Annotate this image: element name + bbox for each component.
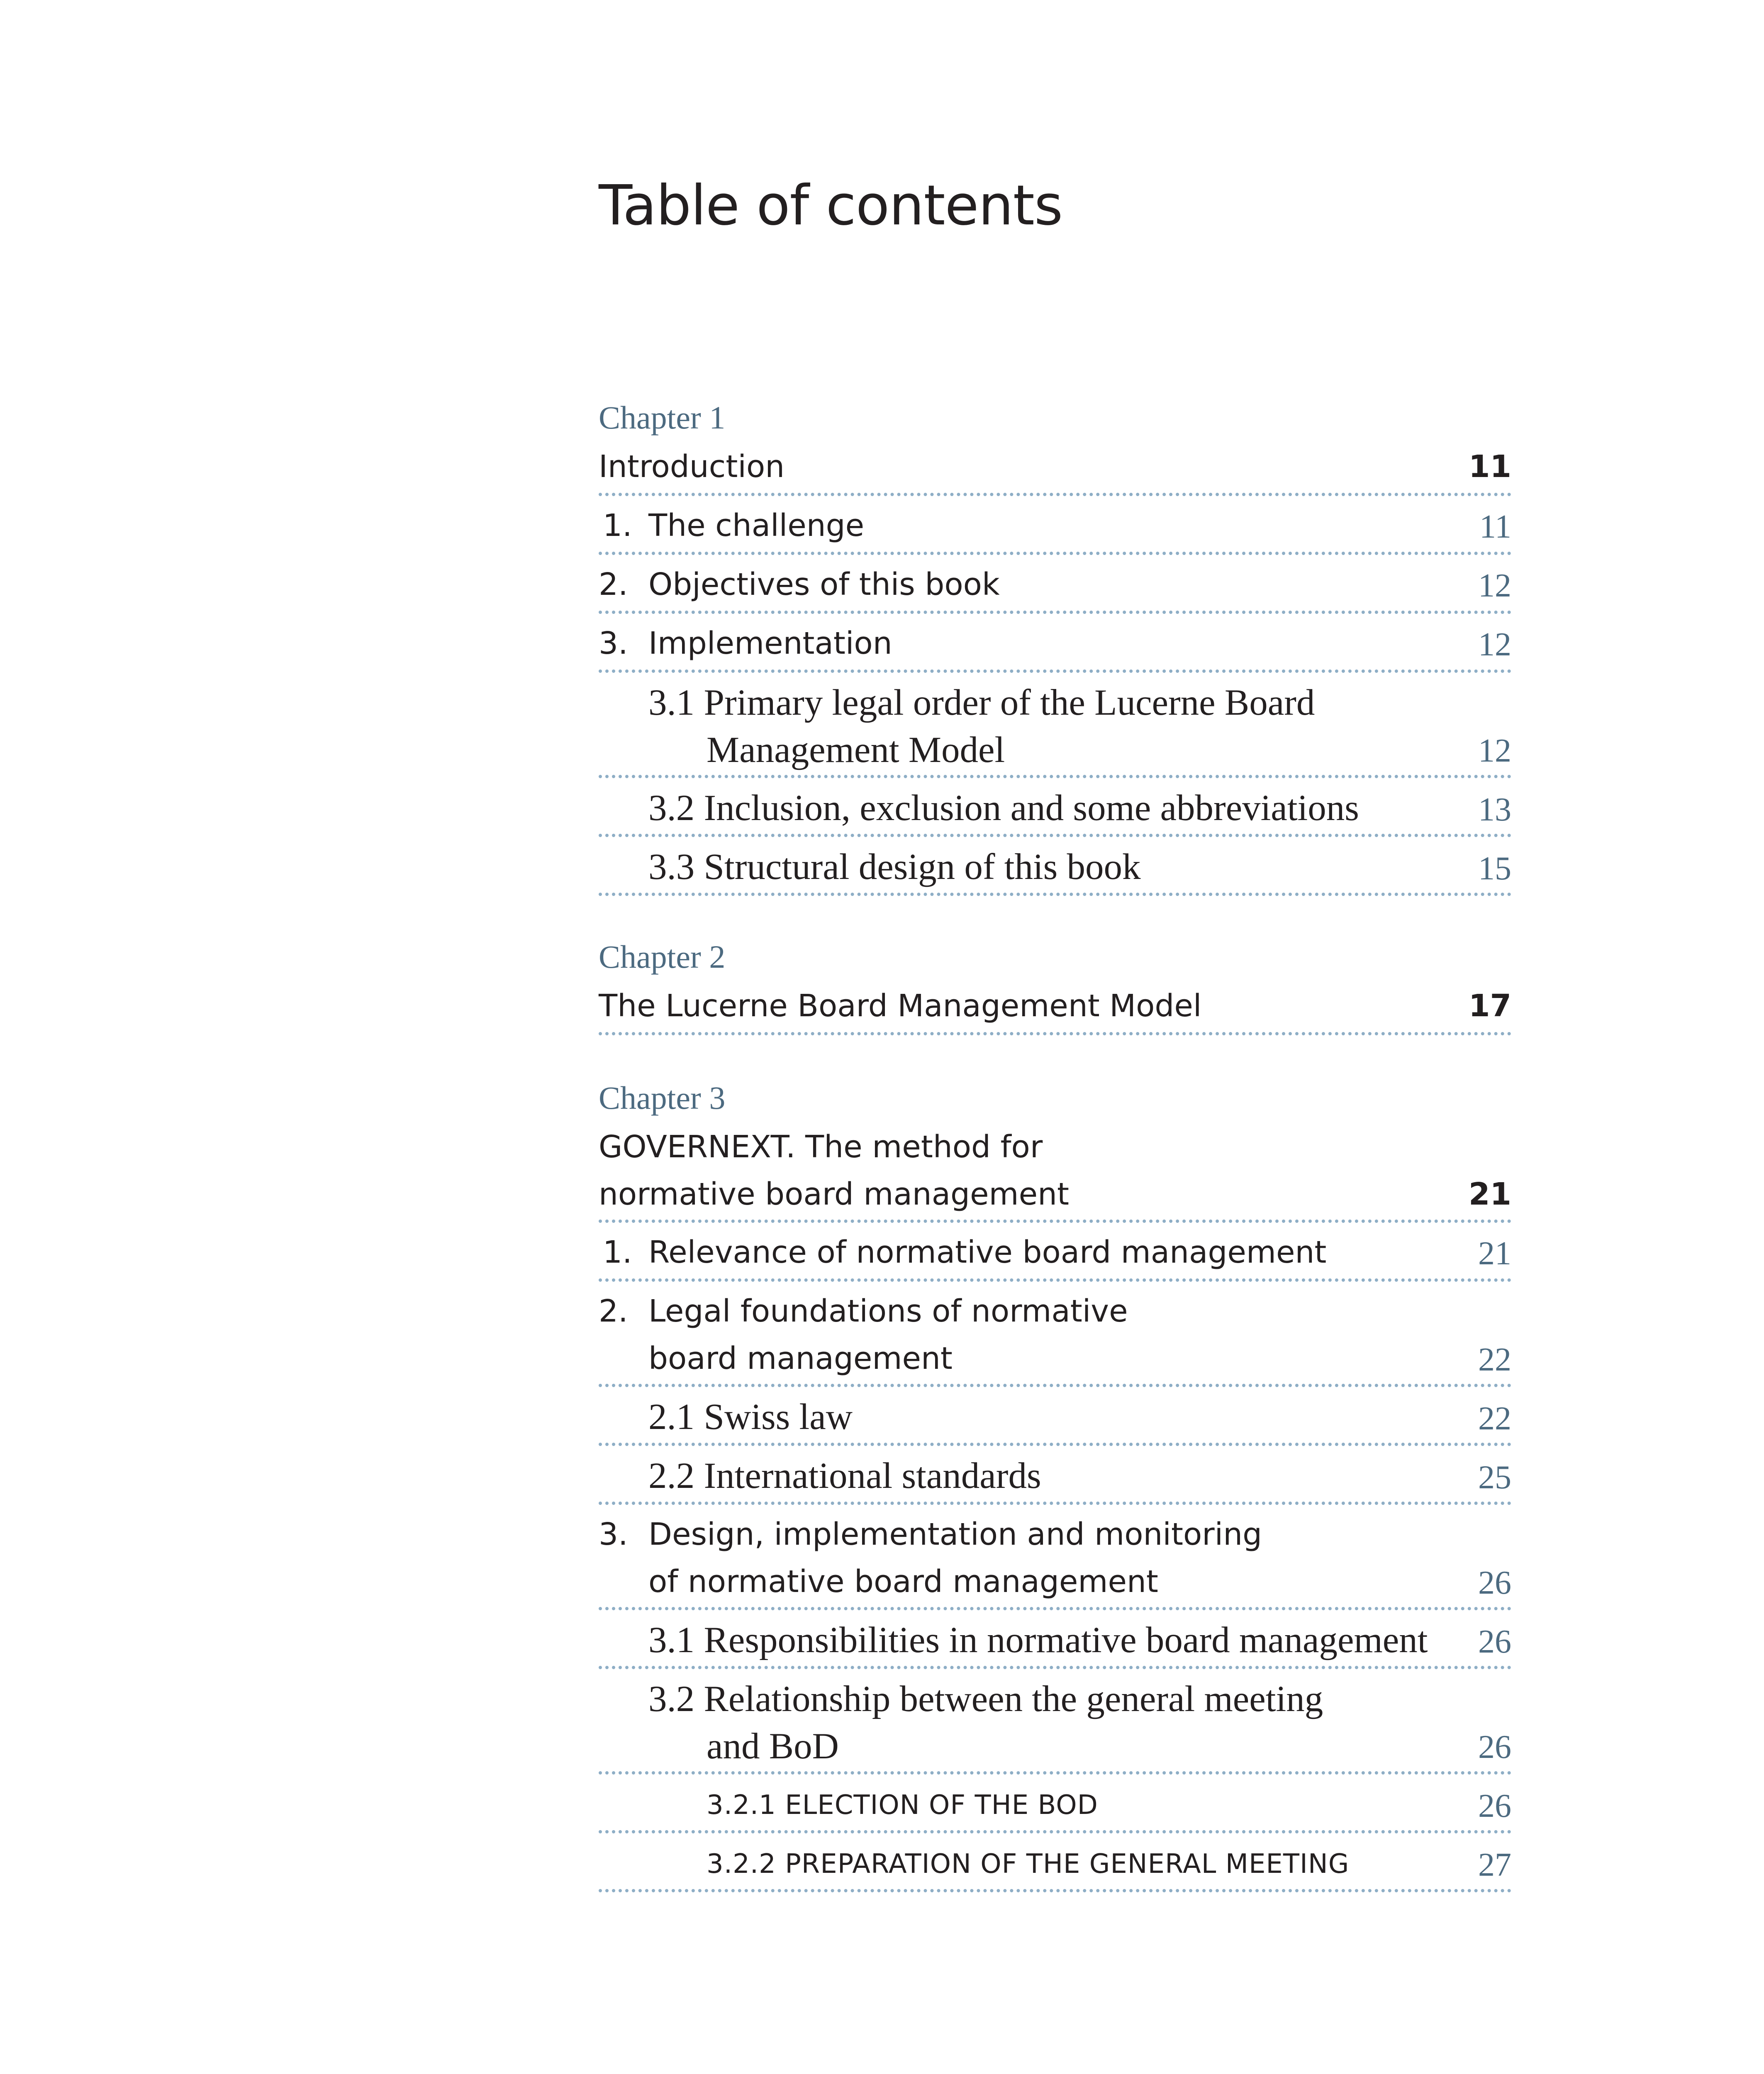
toc-entry[interactable] [599,1781,1511,1833]
page-ref: 12 [1478,733,1511,769]
page-ref: 22 [1478,1400,1511,1437]
entry-title: The challenge [648,508,865,543]
chapter-title-continued: normative board management [599,1176,1070,1212]
entry-title: Objectives of this book [648,567,1000,602]
entry-title: 2.2 International standards [648,1456,1041,1496]
page-ref: 17 [1469,988,1511,1024]
toc-entry[interactable] [599,1512,1511,1610]
toc-entry[interactable] [599,1229,1511,1282]
chapter-title: Introduction [599,449,785,484]
page-ref: 26 [1478,1624,1511,1660]
page-ref: 27 [1478,1847,1511,1883]
toc-entry[interactable] [599,1394,1511,1446]
toc-entry[interactable] [599,1676,1511,1775]
page-ref: 13 [1478,791,1511,828]
toc-entry[interactable] [599,503,1511,555]
toc-chapter-heading[interactable] [599,444,1511,496]
entry-title: 3.2.1 ELECTION OF THE BOD [707,1790,1098,1821]
toc-entry[interactable] [599,562,1511,614]
entry-title: 3.1 Responsibilities in normative board management [648,1620,1428,1660]
entry-number: 1. [603,508,632,543]
entry-title: 3.2 Inclusion, exclusion and some abbreviations [648,788,1359,828]
chapter-title: GOVERNEXT. The method for [599,1129,1043,1165]
page-ref: 22 [1478,1341,1511,1378]
toc-chapter-heading[interactable] [599,983,1511,1035]
entry-title: Relevance of normative board management [648,1234,1327,1270]
page-title: Table of contents [599,174,1063,238]
entry-number: 1. [603,1234,632,1270]
entry-title: 3.2.2 PREPARATION OF THE GENERAL MEETING [707,1849,1350,1879]
toc-entry[interactable] [599,1453,1511,1505]
entry-title: Legal foundations of normative [648,1293,1128,1329]
entry-title-continued: board management [648,1341,953,1376]
entry-title: Implementation [648,626,892,661]
entry-title: 3.3 Structural design of this book [648,847,1141,887]
page-ref: 21 [1478,1235,1511,1272]
chapter-label: Chapter 3 [599,1080,726,1116]
page-ref: 21 [1469,1176,1511,1212]
entry-title-continued: of normative board management [648,1564,1158,1599]
page-ref: 15 [1478,850,1511,887]
entry-title: 3.1 Primary legal order of the Lucerne Board [648,682,1315,723]
toc-entry[interactable] [599,621,1511,673]
toc-entry[interactable] [599,1288,1511,1387]
entry-title-continued: Management Model [707,730,1005,770]
toc-entry[interactable] [599,785,1511,837]
page-ref: 25 [1478,1459,1511,1496]
page-ref: 11 [1469,449,1511,484]
entry-title-continued: and BoD [707,1726,839,1767]
entry-title: Design, implementation and monitoring [648,1517,1262,1552]
entry-number: 2. [599,567,628,602]
page-ref: 11 [1479,509,1511,545]
page-ref: 26 [1478,1729,1511,1765]
entry-title: 2.1 Swiss law [648,1397,853,1437]
chapter-title: The Lucerne Board Management Model [599,988,1202,1024]
page-ref: 12 [1478,626,1511,663]
entry-number: 2. [599,1293,628,1329]
chapter-label: Chapter 1 [599,399,726,436]
toc-entry[interactable] [599,1840,1511,1892]
page-ref: 26 [1478,1565,1511,1601]
page-ref: 26 [1478,1788,1511,1824]
entry-number: 3. [599,1517,628,1552]
entry-title: 3.2 Relationship between the general meeting [648,1679,1323,1719]
toc-entry[interactable] [599,1617,1511,1669]
chapter-label: Chapter 2 [599,939,726,975]
toc-entry[interactable] [599,679,1511,778]
entry-number: 3. [599,626,628,661]
page-ref: 12 [1478,567,1511,604]
toc-entry[interactable] [599,844,1511,896]
toc-chapter-heading[interactable] [599,1124,1511,1223]
